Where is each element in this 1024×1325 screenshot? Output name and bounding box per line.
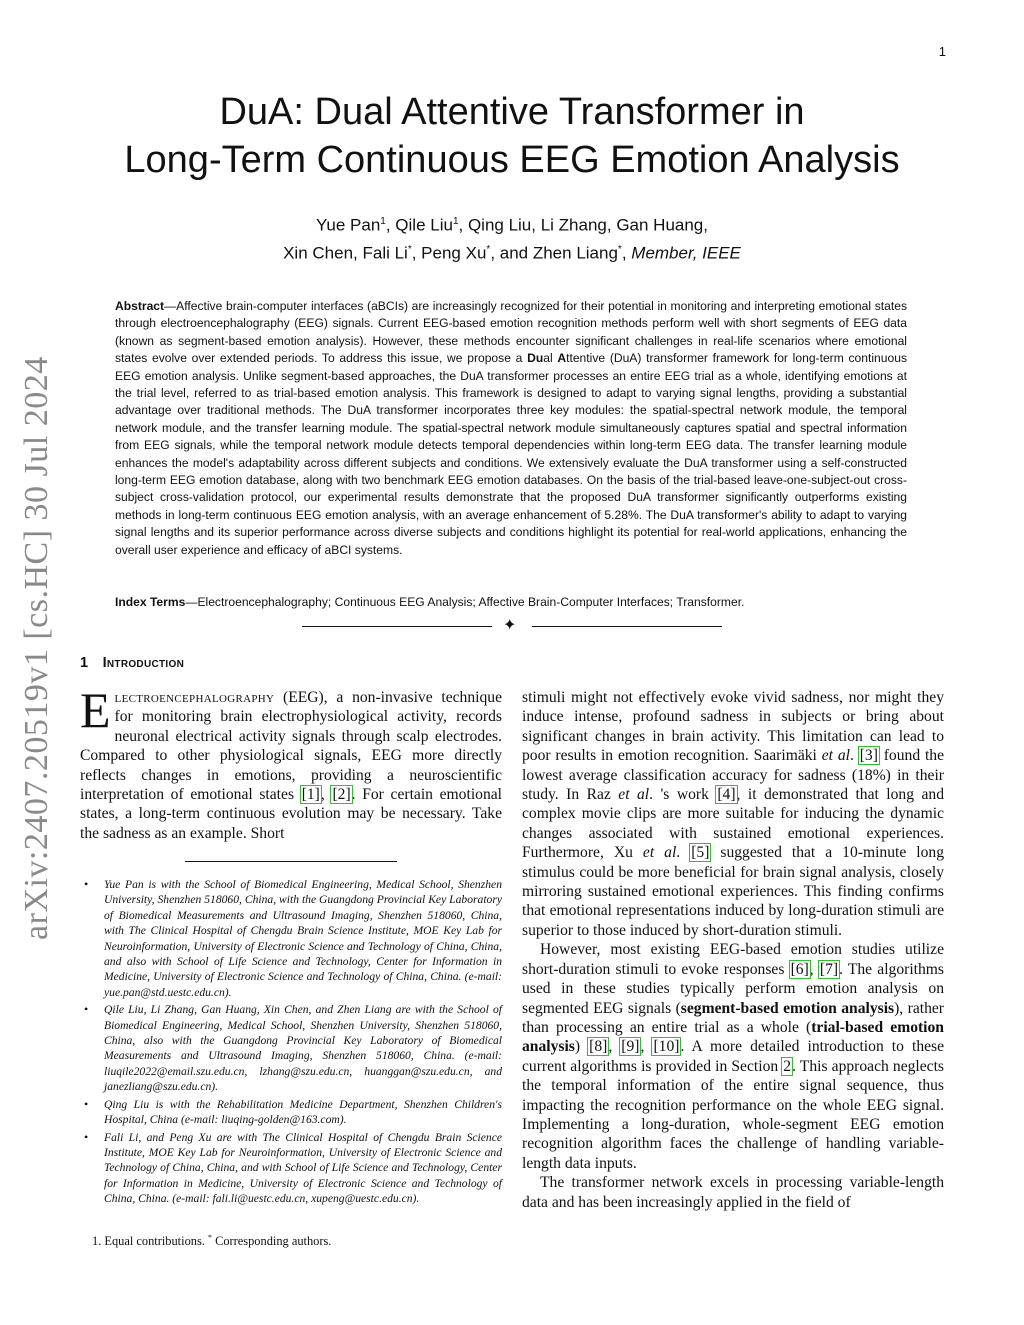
left-column-body: [80, 682, 502, 843]
intro-paragraph-1: Electroencephalography (EEG), a non-invasive technique for monitoring brain electrophysiological activity, records neuronal electrical activity signals through scalp electrodes. Compared to other physiological signals, EEG more directly reflects changes in emotions, providing a neuroscientific interpretation of emotional states [1], [2]. For certain emotional states, a long-term continuous evolution may be necessary. Take the sadness as an example. Short: [80, 682, 502, 842]
footnote-item: • Fali Li, and Peng Xu are with The Clinical Hospital of Chengdu Brain Science Institute, MOE Key Lab for Neuroinformation, University of Electronic Science and Technology of China, China, and with School of Life Science and Technology, Center for Information in Medicine, University of Electronic Science and Technology of China, China. (e-mail: fali.li@uestc.edu.cn, xupeng@uestc.edu.cn).: [80, 1130, 502, 1207]
citation-link[interactable]: [9]: [621, 1038, 640, 1056]
footnote-item: • Qile Liu, Li Zhang, Gan Huang, Xin Chen, and Zhen Liang are with the School of Biomedical Engineering, Medical School, Shenzhen University, Shenzhen 518060, China, also with the Guangdong Provincial Key Laboratory of Biomedical Measurements and Ultrasound Imaging, Shenzhen 518060, China. (e-mail: liuqile2022@email.szu.edu.cn, lzhang@szu.edu.cn, huanggan@szu.edu.cn, and janezliang@szu.edu.cn).: [80, 1002, 502, 1094]
index-terms: Index Terms—Electroencephalography; Continuous EEG Analysis; Affective Brain-Computer Interfaces; Transformer.: [115, 595, 745, 609]
abstract-label: Abstract: [115, 299, 165, 313]
author-line-1: Yue Pan$^1$, Qile Liu$^1$, Qing Liu, Li Zhang, Gan Huang,: [316, 215, 708, 235]
ieee-membership: Member, IEEE: [631, 243, 741, 263]
abstract: Abstract—Affective brain-computer interfaces (aBCIs) are increasingly recognized for their potential in monitoring and interpreting emotional states through electroencephalography (EEG) signals. Current EEG-based emotion recognition methods perform well with short segments of EEG data (known as segment-based emotion analysis). However, these methods encounter significant challenges in real-life scenarios where emotional states evolve over extended periods. To address this issue, we propose a Dual Attentive (DuA) transformer framework for long-term continuous EEG emotion analysis. Unlike segment-based approaches, the DuA transformer processes an entire EEG trial as a whole, identifying emotions at the trial level, referred to as trial-based emotion analysis. This framework is designed to adapt to varying signal lengths, providing a substantial advantage over traditional methods. The DuA transformer incorporates three key modules: the spatial-spectral network module, the temporal network module, and the transfer learning module. The spatial-spectral network module simultaneously captures spatial and spectral information from EEG signals, while the temporal network module detects temporal dependencies within long-term EEG data. The transfer learning module enhances the model's adaptability across different subjects and conditions. We extensively evaluate the DuA transformer using a self-constructed long-term EEG emotion database, along with two benchmark EEG emotion databases. On the basis of the trial-based leave-one-subject-out cross-subject cross-validation protocol, our experimental results demonstrate that the proposed DuA transformer significantly outperforms existing methods in long-term continuous EEG emotion analysis, with an average enhancement of 5.28%. The DuA transformer's ability to adapt to varying signal lengths and its superior performance across diverse subjects and conditions highlight its potential for real-world applications, enhancing the overall user experience and efficacy of aBCI systems.: [115, 299, 907, 557]
citation-link[interactable]: [5]: [691, 844, 710, 862]
arxiv-identifier[interactable]: arXiv:2407.20519v1 [cs.HC] 30 Jul 2024: [18, 356, 55, 940]
intro-paragraph-3: However, most existing EEG-based emotion studies utilize short-duration stimuli to evoke responses [6], [7]. The algorithms used in these studies typically perform emotion analysis on segmented EEG signals (segment-based emotion analysis), rather than processing an entire trial as a whole (trial-based emotion analysis) [8], [9], [10]. A more detailed introduction to these current algorithms is provided in Section 2. This approach neglects the temporal information of the entire signal sequence, thus impacting the recognition performance on the whole EEG signal. Implementing a long-duration, whole-segment EEG emotion recognition algorithm faces the challenge of handling variable-length data inputs.: [522, 941, 945, 1172]
citation-link[interactable]: [4]: [717, 786, 736, 804]
section-number: 1: [80, 655, 89, 671]
title-line-2: Long-Term Continuous EEG Emotion Analysis: [124, 139, 900, 181]
citation-link[interactable]: [3]: [859, 747, 878, 765]
divider-line-left: [302, 626, 492, 627]
section-divider: [302, 615, 722, 635]
page-number: 1: [938, 44, 946, 59]
citation-link[interactable]: [10]: [653, 1038, 680, 1056]
intro-paragraph-4: The transformer network excels in processing variable-length data and has been increasingly applied in the field of: [522, 1174, 944, 1211]
contribution-note: 1. Equal contributions. * Corresponding authors.: [92, 1233, 332, 1249]
divider-line-right: [532, 626, 722, 627]
citation-link[interactable]: [8]: [589, 1038, 608, 1056]
footnote-item: • Qing Liu is with the Rehabilitation Medicine Department, Shenzhen Children's Hospital, China (e-mail: liuqing-golden@163.com).: [80, 1097, 502, 1128]
citation-link[interactable]: [6]: [790, 960, 809, 978]
author-line-2: Xin Chen, Fali Li*, Peng Xu*, and Zhen Liang*, Member, IEEE: [283, 243, 741, 263]
affiliation-footnotes: [80, 877, 502, 1209]
footnote-item: • Yue Pan is with the School of Biomedical Engineering, Medical School, Shenzhen University, Shenzhen 518060, China, with the Guangdong Provincial Key Laboratory of Biomedical Measurements and Ultrasound Imaging, Shenzhen 518060, China, with The Clinical Hospital of Chengdu Brain Science Institute, MOE Key Lab for Neuroinformation, University of Electronic Science and Technology of China, China, and also with School of Life Science and Technology, Center for Information in Medicine, University of Electronic Science and Technology of China, China. (e-mail: yue.pan@std.uestc.edu.cn).: [80, 877, 502, 1000]
title-line-1: DuA: Dual Attentive Transformer in: [219, 91, 805, 133]
right-column-body: [522, 688, 944, 1212]
paper-title: [80, 88, 944, 184]
index-terms-label: Index Terms: [115, 595, 186, 609]
footnote-rule: [185, 861, 397, 862]
author-list: [80, 210, 944, 265]
citation-link[interactable]: [7]: [819, 960, 839, 978]
citation-link[interactable]: [1]: [301, 786, 320, 804]
drop-cap: E: [80, 682, 111, 738]
section-heading-introduction: [80, 655, 184, 671]
divider-star-icon: ✦: [503, 615, 517, 634]
intro-paragraph-2: stimuli might not effectively evoke vivid sadness, nor might they induce intense, profound sadness in subjects or bring about significant changes in brain activity. This limitation can lead to poor results in emotion recognition. Saarimäki et al. [3] found the lowest average classification accuracy for sadness (18%) in their study. In Raz et al. 's work [4], it demonstrated that long and complex movie clips are more suitable for inducing the dynamic changes associated with sustained emotional experiences. Furthermore, Xu et al. [5] suggested that a 10-minute long stimulus could be more beneficial for brain signal analysis, closely mirroring sustained emotional experiences. This finding confirms that emotional representations induced by long-duration stimuli are superior to those induced by short-duration stimuli.: [522, 689, 945, 939]
section-title: Introduction: [102, 655, 185, 671]
section-link[interactable]: 2: [783, 1057, 792, 1075]
citation-link[interactable]: [2]: [332, 786, 351, 804]
